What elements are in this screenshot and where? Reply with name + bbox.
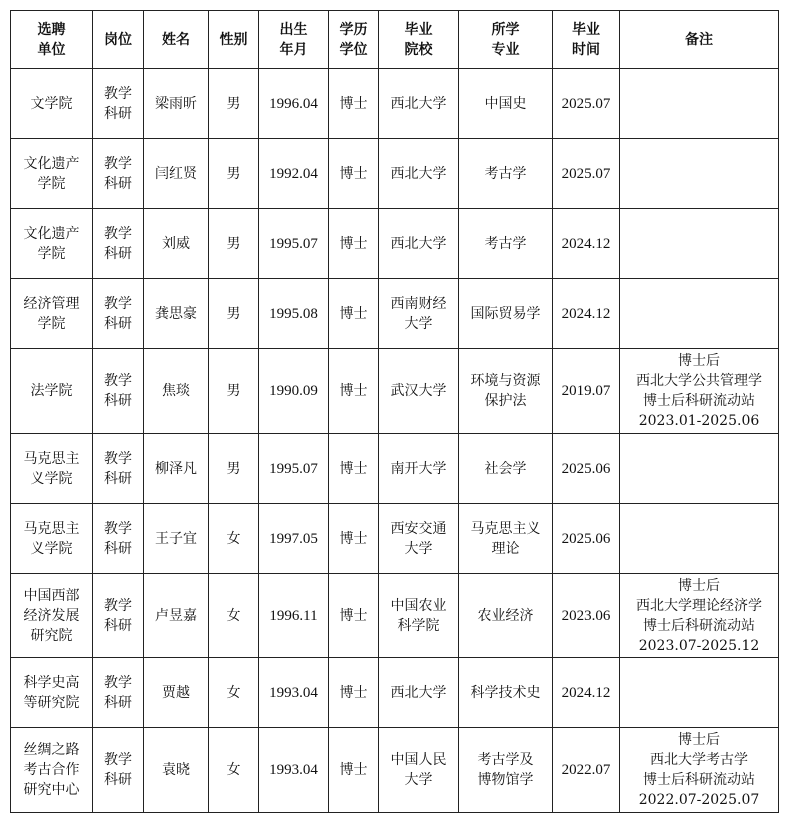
cell-note: 博士后 西北大学考古学 博士后科研流动站 2022.07-2025.07 bbox=[620, 728, 779, 813]
cell-birth: 1995.07 bbox=[259, 209, 329, 279]
cell-note bbox=[620, 279, 779, 349]
header-post: 岗位 bbox=[93, 11, 144, 69]
cell-post: 教学 科研 bbox=[93, 434, 144, 504]
cell-grad: 2025.07 bbox=[553, 139, 620, 209]
cell-school: 南开大学 bbox=[379, 434, 459, 504]
header-degree: 学历 学位 bbox=[329, 11, 379, 69]
cell-name: 柳泽凡 bbox=[144, 434, 209, 504]
cell-post: 教学 科研 bbox=[93, 504, 144, 574]
cell-gender: 男 bbox=[209, 69, 259, 139]
cell-name: 闫红贤 bbox=[144, 139, 209, 209]
cell-gender: 男 bbox=[209, 139, 259, 209]
cell-birth: 1996.11 bbox=[259, 574, 329, 658]
cell-note: 博士后 西北大学理论经济学 博士后科研流动站 2023.07-2025.12 bbox=[620, 574, 779, 658]
header-gender: 性别 bbox=[209, 11, 259, 69]
cell-gender: 男 bbox=[209, 209, 259, 279]
cell-post: 教学 科研 bbox=[93, 209, 144, 279]
cell-degree: 博士 bbox=[329, 139, 379, 209]
cell-birth: 1996.04 bbox=[259, 69, 329, 139]
cell-grad: 2024.12 bbox=[553, 209, 620, 279]
cell-degree: 博士 bbox=[329, 504, 379, 574]
cell-name: 袁晓 bbox=[144, 728, 209, 813]
cell-birth: 1995.07 bbox=[259, 434, 329, 504]
cell-unit: 中国西部 经济发展 研究院 bbox=[11, 574, 93, 658]
cell-birth: 1993.04 bbox=[259, 658, 329, 728]
cell-post: 教学 科研 bbox=[93, 279, 144, 349]
cell-name: 卢昱嘉 bbox=[144, 574, 209, 658]
cell-school: 西北大学 bbox=[379, 209, 459, 279]
table-row bbox=[11, 69, 779, 139]
cell-grad: 2024.12 bbox=[553, 658, 620, 728]
header-name: 姓名 bbox=[144, 11, 209, 69]
cell-school: 西北大学 bbox=[379, 69, 459, 139]
cell-school: 武汉大学 bbox=[379, 349, 459, 434]
cell-note bbox=[620, 69, 779, 139]
cell-gender: 男 bbox=[209, 434, 259, 504]
cell-gender: 女 bbox=[209, 728, 259, 813]
cell-school: 中国人民 大学 bbox=[379, 728, 459, 813]
cell-unit: 丝绸之路 考古合作 研究中心 bbox=[11, 728, 93, 813]
recruitment-table bbox=[10, 10, 779, 813]
cell-grad: 2025.06 bbox=[553, 504, 620, 574]
cell-gender: 女 bbox=[209, 658, 259, 728]
cell-degree: 博士 bbox=[329, 209, 379, 279]
cell-major: 国际贸易学 bbox=[459, 279, 553, 349]
cell-unit: 经济管理 学院 bbox=[11, 279, 93, 349]
cell-school: 西南财经 大学 bbox=[379, 279, 459, 349]
cell-grad: 2022.07 bbox=[553, 728, 620, 813]
cell-degree: 博士 bbox=[329, 574, 379, 658]
cell-birth: 1992.04 bbox=[259, 139, 329, 209]
cell-school: 西北大学 bbox=[379, 139, 459, 209]
cell-note bbox=[620, 209, 779, 279]
cell-unit: 科学史高 等研究院 bbox=[11, 658, 93, 728]
cell-unit: 马克思主 义学院 bbox=[11, 504, 93, 574]
table-row bbox=[11, 434, 779, 504]
cell-unit: 马克思主 义学院 bbox=[11, 434, 93, 504]
header-row bbox=[11, 11, 779, 69]
table-row bbox=[11, 279, 779, 349]
cell-grad: 2024.12 bbox=[553, 279, 620, 349]
cell-name: 贾越 bbox=[144, 658, 209, 728]
cell-note bbox=[620, 504, 779, 574]
cell-degree: 博士 bbox=[329, 658, 379, 728]
cell-post: 教学 科研 bbox=[93, 139, 144, 209]
cell-school: 中国农业 科学院 bbox=[379, 574, 459, 658]
header-note: 备注 bbox=[620, 11, 779, 69]
cell-post: 教学 科研 bbox=[93, 574, 144, 658]
cell-post: 教学 科研 bbox=[93, 349, 144, 434]
header-grad: 毕业 时间 bbox=[553, 11, 620, 69]
cell-grad: 2025.06 bbox=[553, 434, 620, 504]
cell-birth: 1990.09 bbox=[259, 349, 329, 434]
cell-post: 教学 科研 bbox=[93, 658, 144, 728]
cell-degree: 博士 bbox=[329, 349, 379, 434]
cell-major: 马克思主义 理论 bbox=[459, 504, 553, 574]
cell-major: 中国史 bbox=[459, 69, 553, 139]
cell-major: 社会学 bbox=[459, 434, 553, 504]
cell-school: 西安交通 大学 bbox=[379, 504, 459, 574]
cell-grad: 2019.07 bbox=[553, 349, 620, 434]
header-major: 所学 专业 bbox=[459, 11, 553, 69]
cell-note bbox=[620, 434, 779, 504]
cell-name: 龚思豪 bbox=[144, 279, 209, 349]
cell-gender: 男 bbox=[209, 279, 259, 349]
header-birth: 出生 年月 bbox=[259, 11, 329, 69]
cell-school: 西北大学 bbox=[379, 658, 459, 728]
cell-note: 博士后 西北大学公共管理学 博士后科研流动站 2023.01-2025.06 bbox=[620, 349, 779, 434]
cell-name: 王子宜 bbox=[144, 504, 209, 574]
cell-unit: 文化遗产 学院 bbox=[11, 139, 93, 209]
table-row bbox=[11, 349, 779, 434]
header-unit: 选聘 单位 bbox=[11, 11, 93, 69]
cell-grad: 2025.07 bbox=[553, 69, 620, 139]
cell-unit: 法学院 bbox=[11, 349, 93, 434]
cell-unit: 文学院 bbox=[11, 69, 93, 139]
table-row bbox=[11, 658, 779, 728]
cell-note bbox=[620, 658, 779, 728]
cell-birth: 1997.05 bbox=[259, 504, 329, 574]
cell-major: 农业经济 bbox=[459, 574, 553, 658]
cell-birth: 1993.04 bbox=[259, 728, 329, 813]
cell-major: 考古学及 博物馆学 bbox=[459, 728, 553, 813]
cell-gender: 女 bbox=[209, 504, 259, 574]
cell-name: 刘威 bbox=[144, 209, 209, 279]
cell-post: 教学 科研 bbox=[93, 69, 144, 139]
table-row bbox=[11, 728, 779, 813]
header-school: 毕业 院校 bbox=[379, 11, 459, 69]
cell-degree: 博士 bbox=[329, 728, 379, 813]
cell-name: 焦琰 bbox=[144, 349, 209, 434]
cell-degree: 博士 bbox=[329, 69, 379, 139]
cell-grad: 2023.06 bbox=[553, 574, 620, 658]
cell-birth: 1995.08 bbox=[259, 279, 329, 349]
cell-major: 考古学 bbox=[459, 139, 553, 209]
cell-gender: 女 bbox=[209, 574, 259, 658]
table-row bbox=[11, 209, 779, 279]
cell-note bbox=[620, 139, 779, 209]
table-row bbox=[11, 574, 779, 658]
table-row bbox=[11, 139, 779, 209]
cell-name: 梁雨昕 bbox=[144, 69, 209, 139]
cell-post: 教学 科研 bbox=[93, 728, 144, 813]
cell-degree: 博士 bbox=[329, 279, 379, 349]
table-row bbox=[11, 504, 779, 574]
cell-major: 考古学 bbox=[459, 209, 553, 279]
cell-major: 环境与资源 保护法 bbox=[459, 349, 553, 434]
cell-major: 科学技术史 bbox=[459, 658, 553, 728]
cell-degree: 博士 bbox=[329, 434, 379, 504]
cell-gender: 男 bbox=[209, 349, 259, 434]
cell-unit: 文化遗产 学院 bbox=[11, 209, 93, 279]
